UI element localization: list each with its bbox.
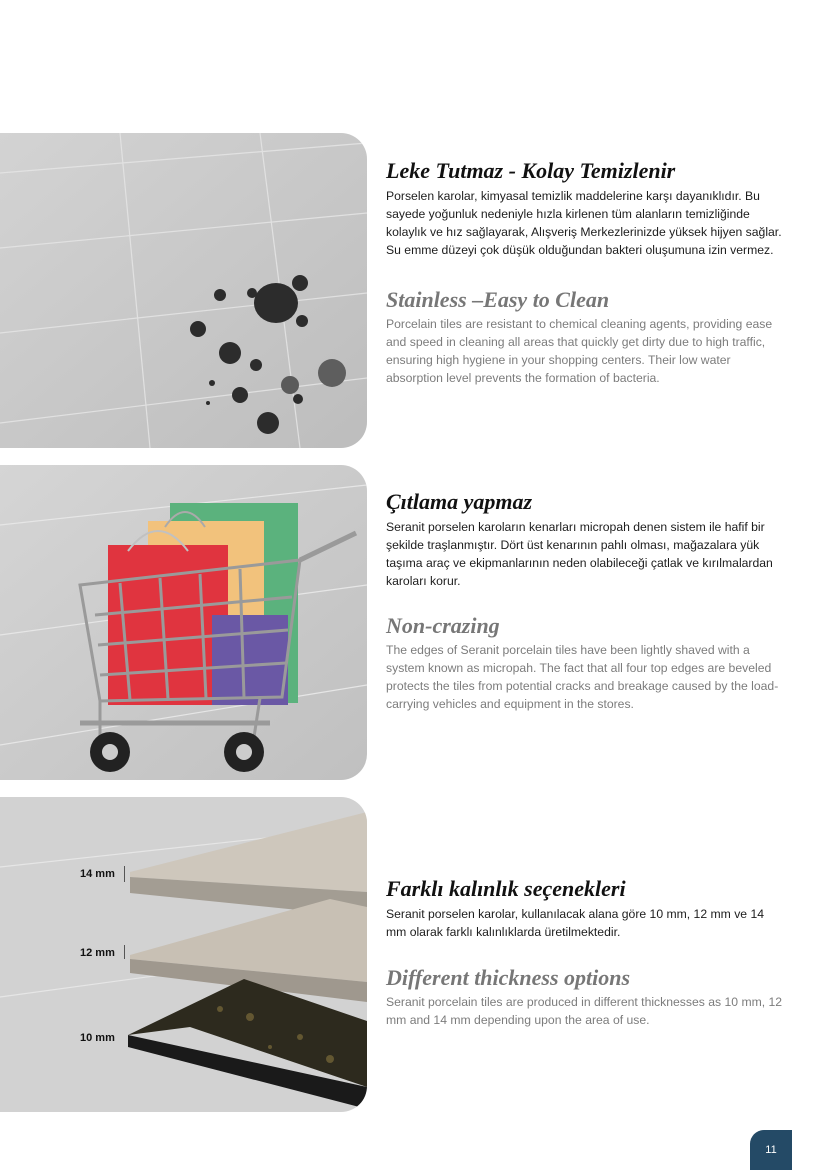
section-body-en: Seranit porcelain tiles are produced in different thicknesses as 10 mm, 12 mm and 14 mm depending upon the area of use.	[386, 995, 783, 1027]
section-body-en: Porcelain tiles are resistant to chemical cleaning agents, providing ease and speed in cleaning all areas that quickly get dirty due to high traffic, ensuring high hygiene in your shopping centers. Their low water absorption level prevents the formation of bacteria.	[386, 317, 773, 385]
page-number: 11	[750, 1130, 792, 1170]
section-title-tr: Farklı kalınlık seçenekleri	[386, 876, 626, 901]
section-body-en: The edges of Seranit porcelain tiles have been lightly shaved with a system known as micropah. The fact that all four top edges are beveled protects the tiles from potential cracks and breakage caused by the load-carrying vehicles and equipment in the stores.	[386, 643, 779, 711]
tile-thickness-image	[0, 797, 367, 1112]
thickness-tick-14mm	[124, 866, 125, 882]
shopping-cart-image	[0, 465, 367, 780]
section-thickness	[386, 876, 786, 1029]
section-body-tr: Porselen karolar, kimyasal temizlik maddelerine karşı dayanıklıdır. Bu sayede yoğunluk nedeniyle hızla kirlenen tüm alanların temizliğinde kolaylık ve hız sağlayarak, Alışveriş Merkezlerinizde yüksek hijyen sağlar. Su emme düzeyi çok düşük olduğundan bakteri oluşumuna izin vermez.	[386, 189, 782, 257]
section-body-tr: Seranit porselen karolar, kullanılacak alana göre 10 mm, 12 mm ve 14 mm olarak farklı kalınlıklarda üretilmektedir.	[386, 907, 765, 939]
section-title-en: Non-crazing	[386, 613, 500, 638]
thickness-label-10mm: 10 mm	[80, 1032, 115, 1044]
section-body-tr: Seranit porselen karoların kenarları micropah denen sistem ile hafif bir şekilde traşlanmıştır. Dört üst kenarının pahlı olması, mağazalara yük taşıma araç ve ekipmanlarının neden olabileceği çatlak ve kırılmalardan karoları korur.	[386, 520, 773, 588]
section-title-en: Different thickness options	[386, 965, 631, 990]
section-title-tr: Çıtlama yapmaz	[386, 489, 533, 514]
thickness-label-12mm: 12 mm	[80, 947, 115, 959]
stain-tile-image	[0, 133, 367, 448]
thickness-tick-12mm	[124, 945, 125, 959]
thickness-label-14mm: 14 mm	[80, 868, 115, 880]
section-title-en: Stainless –Easy to Clean	[386, 287, 610, 312]
section-stainless	[386, 158, 786, 387]
section-non-crazing	[386, 489, 786, 713]
section-title-tr: Leke Tutmaz - Kolay Temizlenir	[386, 158, 676, 183]
